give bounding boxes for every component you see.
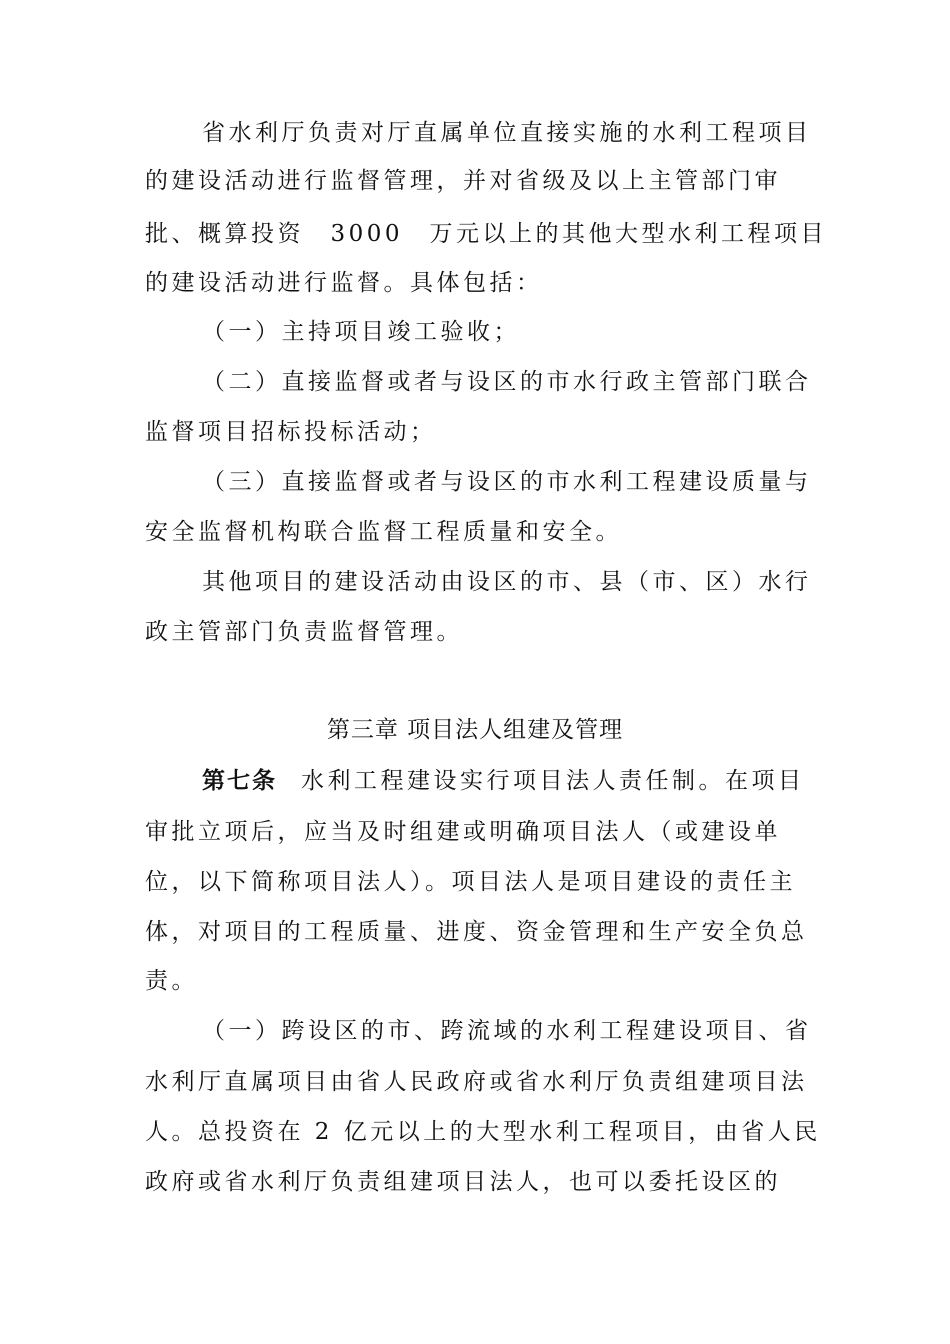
- paragraph-line: 水利厅直属项目由省人民政府或省水利厅负责组建项目法: [145, 1069, 808, 1095]
- article-label: 第七条: [202, 768, 277, 794]
- list-item: （三）直接监督或者与设区的市水利工程建设质量与: [202, 469, 812, 495]
- paragraph-line: 人。总投资在 2 亿元以上的大型水利工程项目，由省人民: [145, 1119, 821, 1145]
- article-text: 水利工程建设实行项目法人责任制。在项目: [301, 768, 805, 794]
- paragraph-line: 安全监督机构联合监督工程质量和安全。: [145, 519, 622, 545]
- list-item: （一）主持项目竣工验收；: [202, 319, 520, 345]
- paragraph-line: 监督项目招标投标活动；: [145, 419, 437, 445]
- paragraph-line: 政府或省水利厅负责组建项目法人，也可以委托设区的: [145, 1169, 781, 1195]
- paragraph-line: 审批立项后，应当及时组建或明确项目法人（或建设单: [145, 819, 781, 845]
- paragraph-line: 位，以下简称项目法人）。项目法人是项目建设的责任主: [145, 869, 796, 895]
- chapter-heading: 第三章 项目法人组建及管理: [326, 717, 624, 743]
- paragraph-line: 其他项目的建设活动由设区的市、县（市、区）水行: [202, 569, 812, 595]
- paragraph-line: 省水利厅负责对厅直属单位直接实施的水利工程项目: [202, 120, 812, 146]
- paragraph-line: 的建设活动进行监督管理，并对省级及以上主管部门审: [145, 168, 781, 194]
- list-item: （二）直接监督或者与设区的市水行政主管部门联合: [202, 369, 812, 395]
- paragraph-line: 政主管部门负责监督管理。: [145, 619, 463, 645]
- list-item: （一）跨设区的市、跨流域的水利工程建设项目、省: [202, 1018, 812, 1044]
- paragraph-line: 责。: [145, 968, 198, 994]
- paragraph-line: 批、概算投资 3000 万元以上的其他大型水利工程项目: [145, 221, 828, 247]
- paragraph-line: 的建设活动进行监督。具体包括：: [145, 270, 543, 296]
- article-first-line: [202, 766, 805, 796]
- paragraph-line: 体，对项目的工程质量、进度、资金管理和生产安全负总: [145, 919, 808, 945]
